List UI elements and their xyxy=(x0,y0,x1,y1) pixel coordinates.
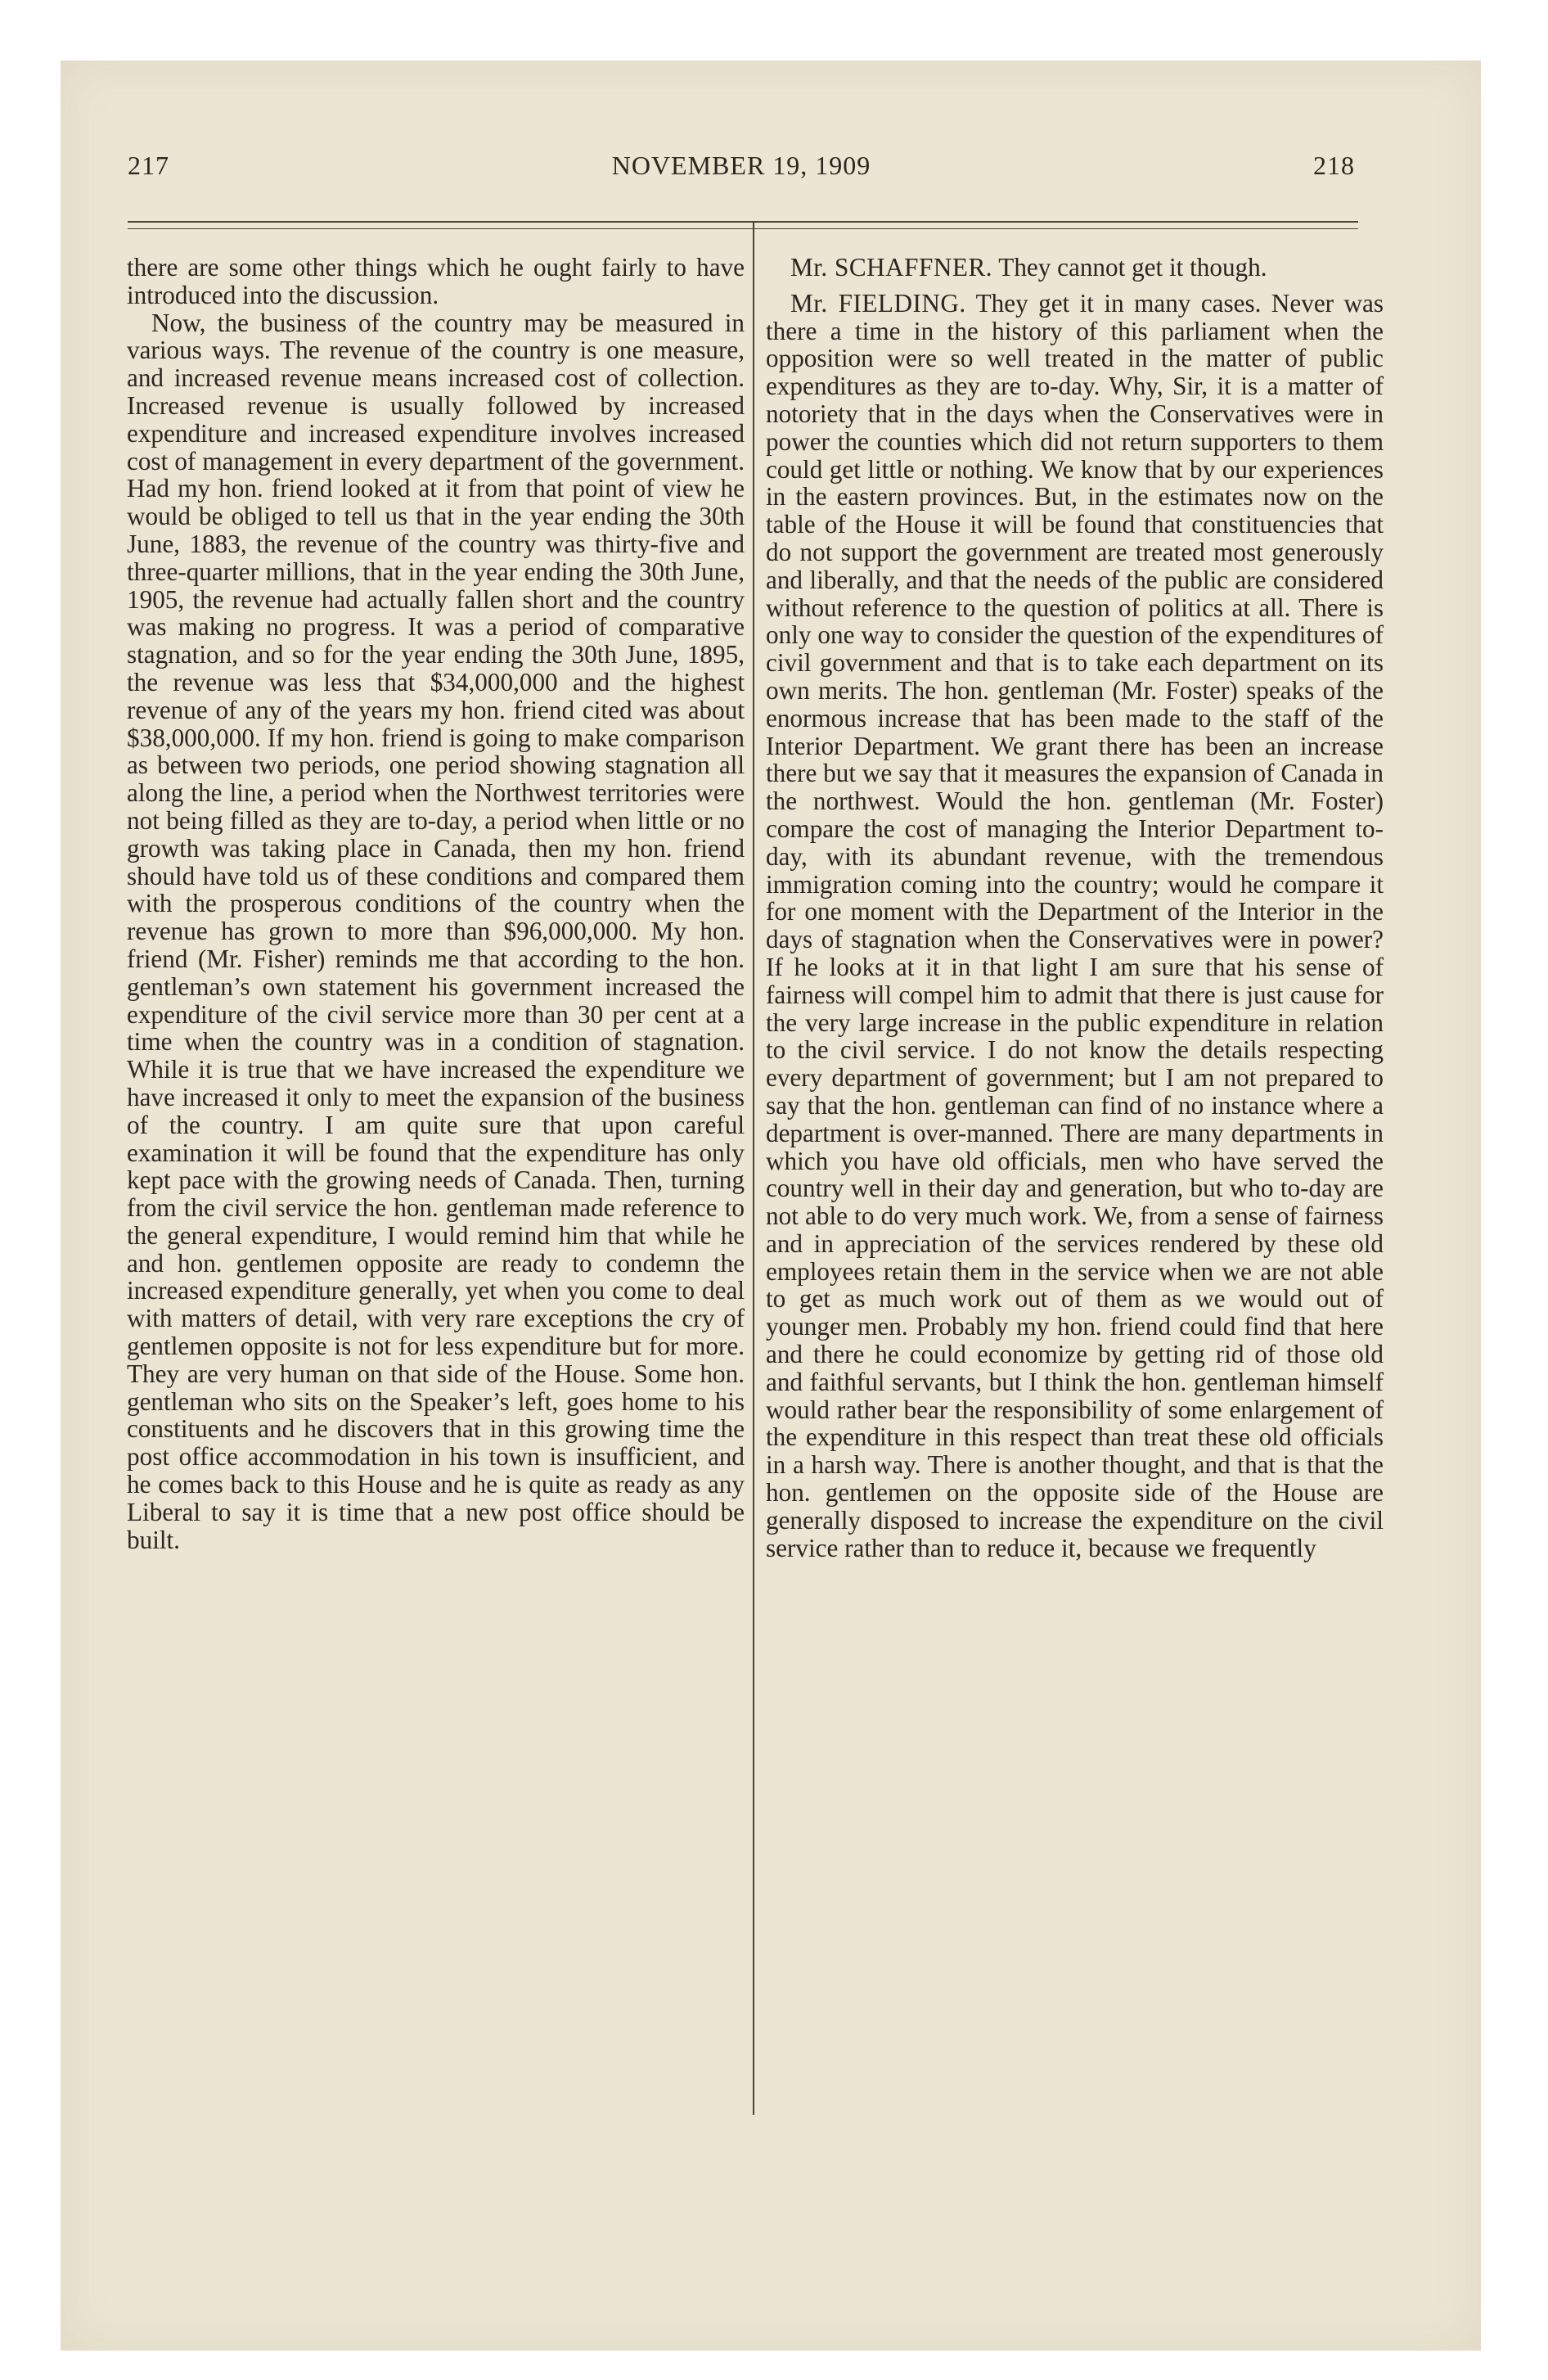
paragraph: there are some other things which he ought fairly to have introduced into the discussion. xyxy=(127,253,745,309)
column-divider xyxy=(753,221,754,2115)
speech-block xyxy=(766,290,1384,1562)
header-date: NOVEMBER 19, 1909 xyxy=(611,151,871,180)
speech-text: They get it in many cases. Never was there a time in the history of this parliament when the opposition were so well treated in the matter of public expenditures as they are to-day. Why, Sir, it is a matter of notoriety that in the days when the Conservatives were in power the counties which did not return supporters to them could get little or nothing. We know that by our experiences in the eastern provinces. But, in the estimates now on the table of the House it will be found that constituencies that do not support the government are treated most generously and liberally, and that the needs of the public are considered without reference to the question of politics at all. There is only one way to consider the question of the expenditures of civil government and that is to take each department on its own merits. The hon. gentleman (Mr. Foster) speaks of the enormous increase that has been made to the staff of the Interior Department. We grant there has been an increase there but we say that it measures the expansion of Canada in the northwest. Would the hon. gentleman (Mr. Foster) compare the cost of managing the Interior Department to-day, with its abundant revenue, with the tremendous immigration coming into the country; would he compare it for one moment with the Department of the Interior in the days of stagnation when the Conservatives were in power? If he looks at it in that light I am sure that his sense of fairness will compel him to admit that there is just cause for the very large increase in the public expenditure in relation to the civil service. I do not know the details respecting every department of government; but I am not prepared to say that the hon. gentleman can find of no instance where a department is over-manned. There are many departments in which you have old officials, men who have served the country well in their day and generation, but who to-day are not able to do very much work. We, from a sense of fairness and in appreciation of the services rendered by these old employees retain them in the service when we are not able to get as much work out of them as we would out of younger men. Probably my hon. friend could find that here and there he could economize by getting rid of those old and faithful servants, but I think the hon. gentleman himself would rather bear the responsibility of some enlargement of the expenditure in this respect than treat these old officials in a harsh way. There is another thought, and that is that the hon. gentlemen on the opposite side of the House are generally disposed to increase the expenditure on the civil service rather than to reduce it, because we frequently xyxy=(766,288,1384,1562)
speaker-name: Mr. FIELDING. xyxy=(790,288,966,318)
page-number-left: 217 xyxy=(128,151,169,180)
speech-block xyxy=(766,254,1384,282)
header-rule xyxy=(128,221,1358,223)
page-header xyxy=(128,151,1355,192)
page-number-right: 218 xyxy=(1313,151,1355,180)
speech-text: They cannot get it though. xyxy=(998,253,1267,282)
left-column xyxy=(127,254,745,1553)
paragraph: Now, the business of the country may be measured in various ways. The revenue of the country is one measure, and increased revenue means increased cost of collection. Increased revenue is usually followed by increased expenditure and increased expenditure involves increased cost of management in every department of the government. Had my hon. friend looked at it from that point of view he would be obliged to tell us that in the year ending the 30th June, 1883, the revenue of the country was thirty-five and three-quarter millions, that in the year ending the 30th June, 1905, the revenue had actually fallen short and the country was making no progress. It was a period of comparative stagnation, and so for the year ending the 30th June, 1895, the revenue was less that $34,000,000 and the highest revenue of any of the years my hon. friend cited was about $38,000,000. If my hon. friend is going to make comparison as between two periods, one period showing stagnation all along the line, a period when the Northwest territories were not being filled as they are to-day, a period when little or no growth was taking place in Canada, then my hon. friend should have told us of these conditions and compared them with the prosperous conditions of the country when the revenue has grown to more than $96,000,000. My hon. friend (Mr. Fisher) reminds me that according to the hon. gentleman’s own statement his government increased the expenditure of the civil service more than 30 per cent at a time when the country was in a condition of stagnation. While it is true that we have increased the expenditure we have increased it only to meet the expansion of the business of the country. I am quite sure that upon careful examination it will be found that the expenditure has only kept pace with the growing needs of Canada. Then, turning from the civil service the hon. gentleman made reference to the general expenditure, I would remind him that while he and hon. gentlemen opposite are ready to condemn the increased expenditure generally, yet when you come to deal with matters of detail, with very rare exceptions the cry of gentlemen opposite is not for less expenditure but for more. They are very human on that side of the House. Some hon. gentleman who sits on the Speaker’s left, goes home to his constituents and he discovers that in this growing time the post office accommodation in his town is insufficient, and he comes back to this House and he is quite as ready as any Liberal to say it is time that a new post office should be built. xyxy=(127,308,745,1554)
right-column xyxy=(766,254,1384,1562)
header-rule-thin xyxy=(128,228,1358,229)
speaker-name: Mr. SCHAFFNER. xyxy=(790,253,993,282)
